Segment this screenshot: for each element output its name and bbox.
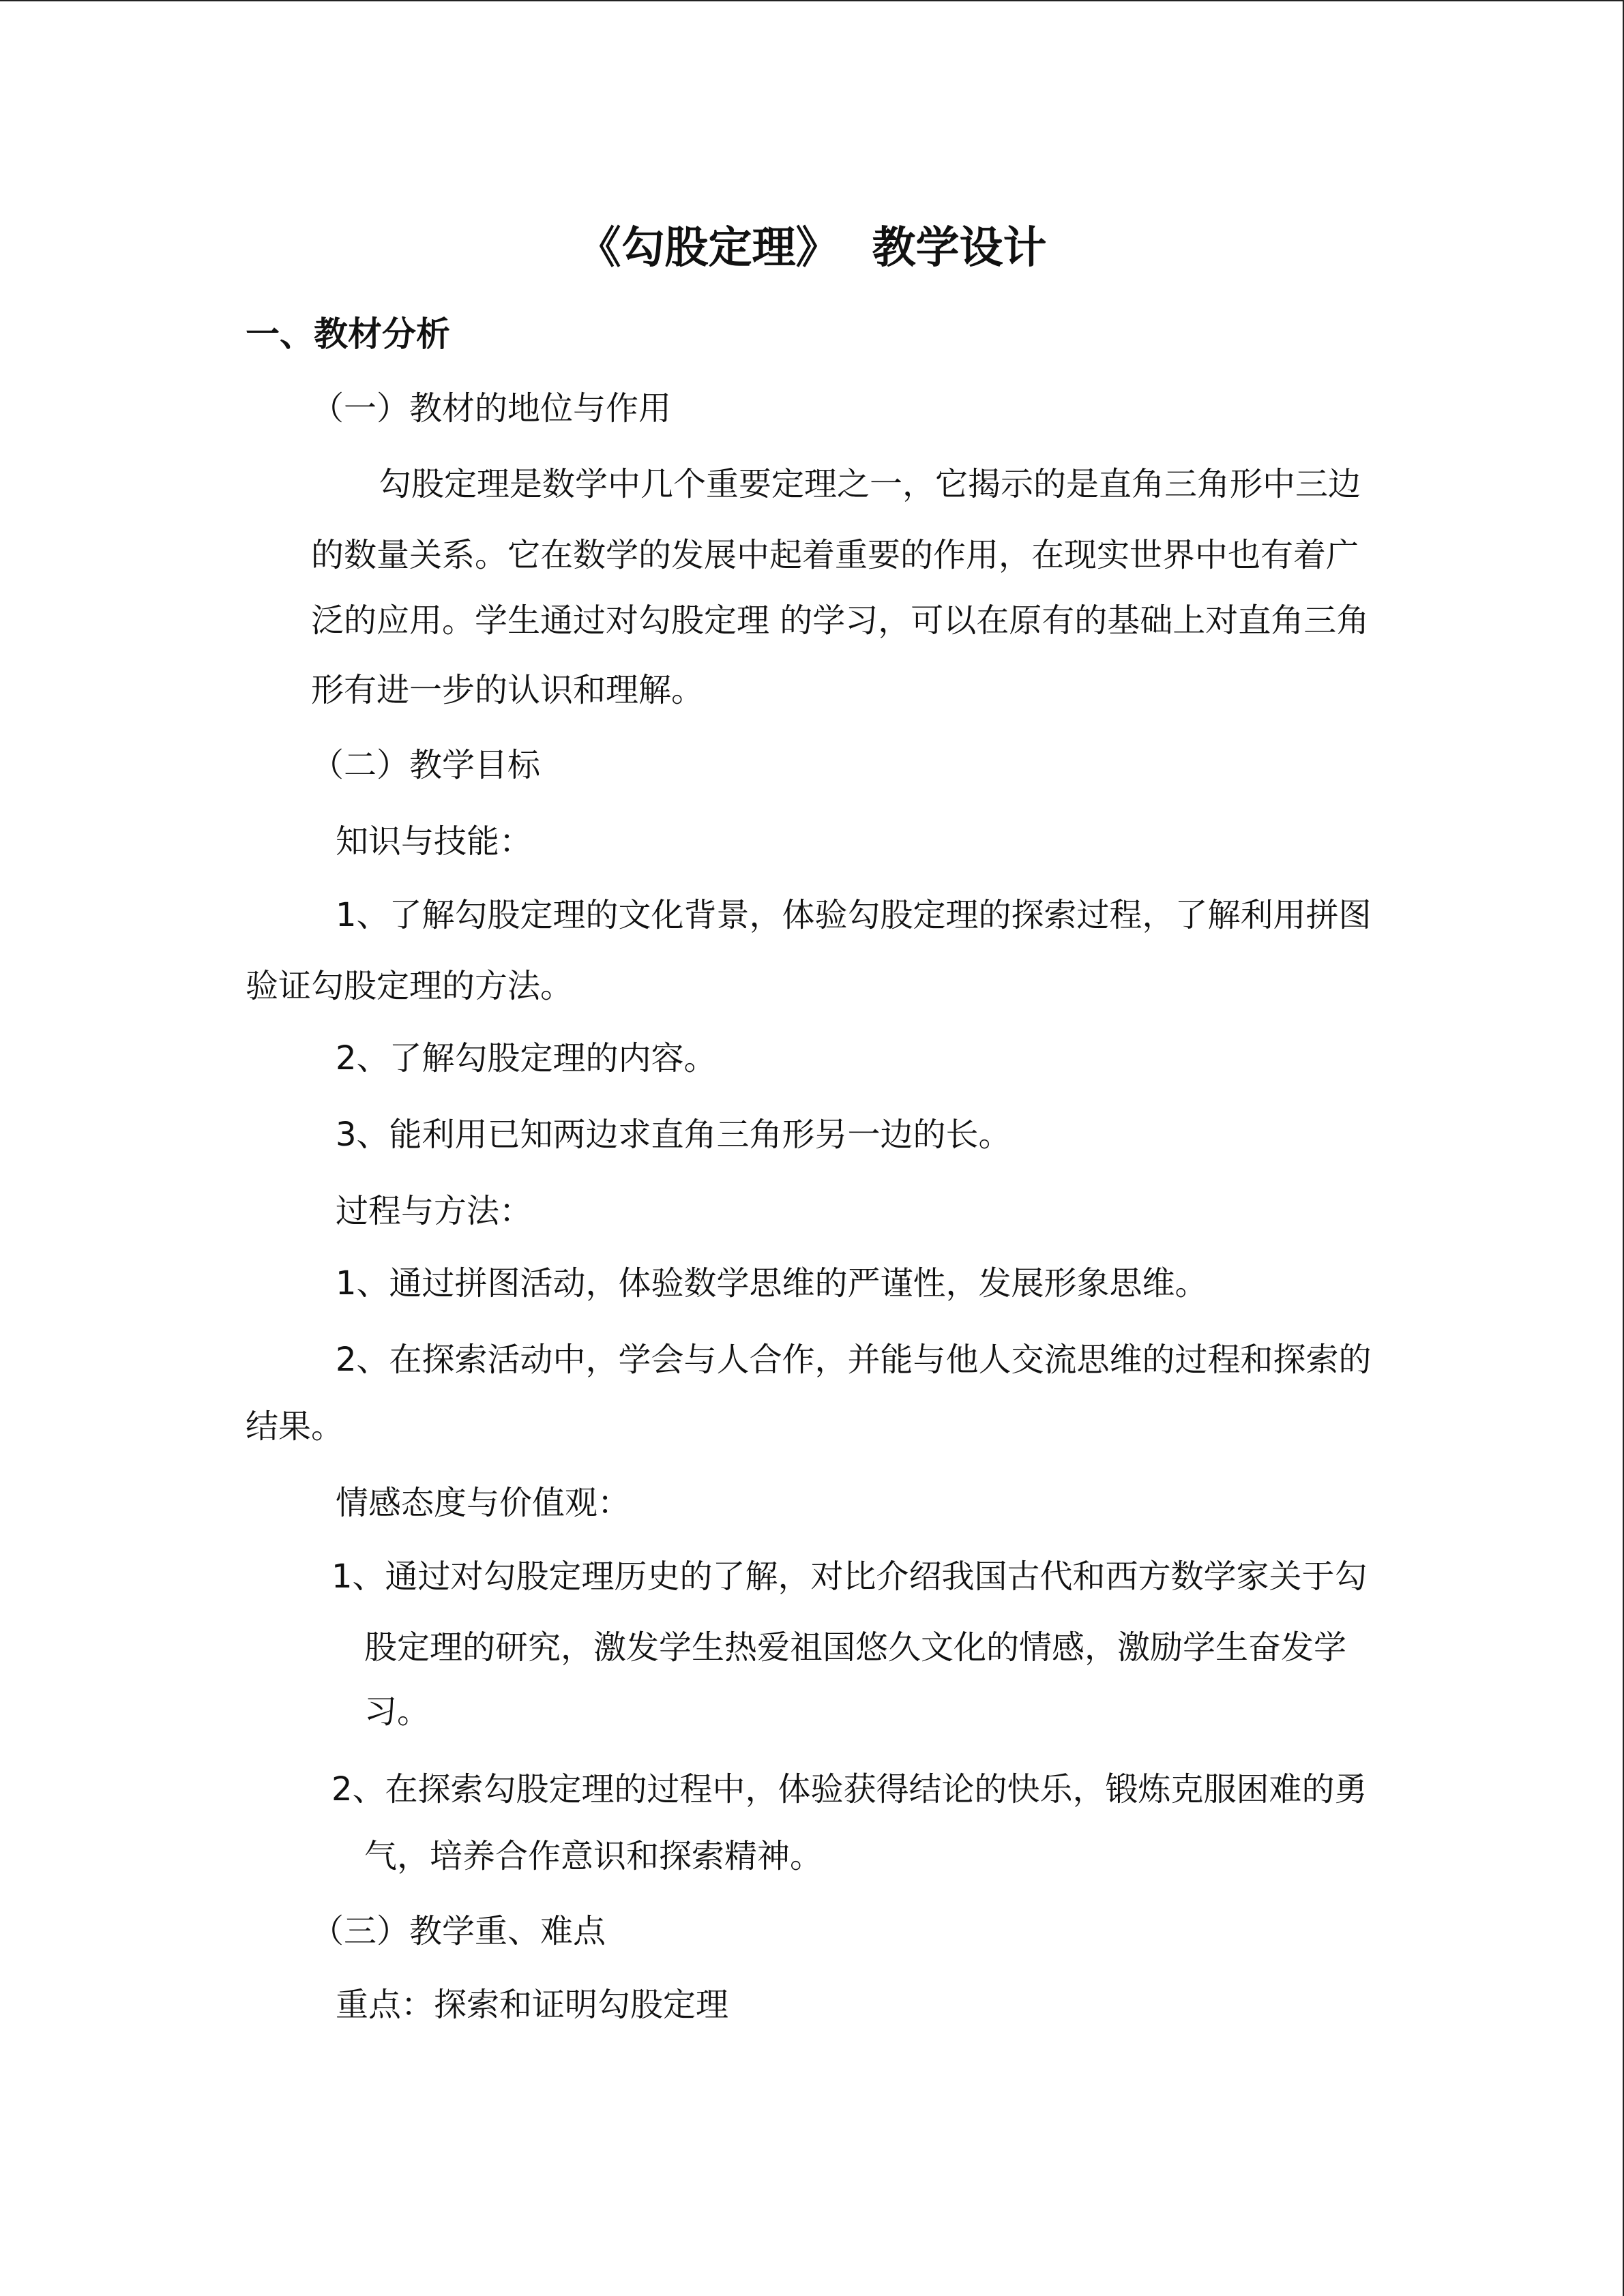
key-point: 重点：探索和证明勾股定理 bbox=[336, 1986, 729, 2024]
emotion-item-2-line-2: 气，培养合作意识和探索精神。 bbox=[364, 1837, 823, 1875]
paragraph-line-1: 勾股定理是数学中几个重要定理之一，它揭示的是直角三角形中三边 bbox=[379, 465, 1361, 503]
emotion-item-1-line-2: 股定理的研究，激发学生热爱祖国悠久文化的情感，激励学生奋发学 bbox=[364, 1628, 1347, 1667]
emotion-item-1-line-3: 习。 bbox=[364, 1693, 430, 1731]
emotion-heading: 情感态度与价值观： bbox=[336, 1484, 631, 1522]
knowledge-item-3: 3、能利用已知两边求直角三角形另一边的长。 bbox=[336, 1116, 1012, 1154]
process-item-1: 1、通过拼图活动，体验数学思维的严谨性，发展形象思维。 bbox=[336, 1264, 1208, 1302]
section-heading-textbook-analysis: 一、教材分析 bbox=[246, 314, 450, 354]
paragraph-line-3: 泛的应用。学生通过对勾股定理 的学习，可以在原有的基础上对直角三角 bbox=[311, 601, 1370, 640]
paragraph-line-4: 形有进一步的认识和理解。 bbox=[311, 671, 705, 709]
subheading-key-difficult-points: （三）教学重、难点 bbox=[311, 1912, 606, 1950]
knowledge-item-2: 2、了解勾股定理的内容。 bbox=[336, 1039, 717, 1077]
title-sub: 教学设计 bbox=[872, 223, 1047, 273]
subheading-teaching-goals: （二）教学目标 bbox=[311, 746, 541, 784]
process-item-2-line-2: 结果。 bbox=[246, 1407, 344, 1446]
document-title bbox=[0, 221, 1624, 275]
process-item-2-line-1: 2、在探索活动中，学会与人合作，并能与他人交流思维的过程和探索的 bbox=[336, 1341, 1372, 1379]
emotion-item-1-line-1: 1、通过对勾股定理历史的了解，对比介绍我国古代和西方数学家关于勾 bbox=[331, 1557, 1368, 1596]
knowledge-heading: 知识与技能： bbox=[336, 822, 533, 861]
knowledge-item-1-line-2: 验证勾股定理的方法。 bbox=[246, 967, 574, 1005]
process-heading: 过程与方法： bbox=[336, 1192, 533, 1230]
title-main: 《勾股定理》 bbox=[577, 223, 840, 273]
emotion-item-2-line-1: 2、在探索勾股定理的过程中，体验获得结论的快乐，锻炼克服困难的勇 bbox=[331, 1770, 1368, 1808]
paragraph-line-2: 的数量关系。它在数学的发展中起着重要的作用，在现实世界中也有着广 bbox=[311, 536, 1359, 574]
subheading-status-role: （一）教材的地位与作用 bbox=[311, 389, 672, 428]
knowledge-item-1-line-1: 1、了解勾股定理的文化背景，体验勾股定理的探索过程，了解利用拼图 bbox=[336, 896, 1372, 934]
